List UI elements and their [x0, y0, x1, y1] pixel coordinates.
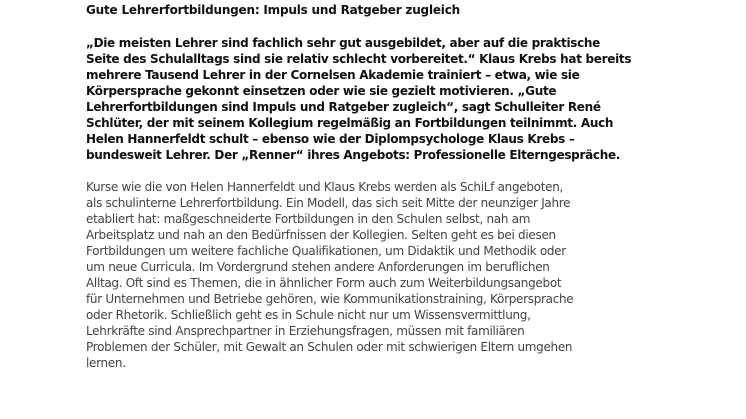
article	[86, 2, 632, 371]
article-heading: Gute Lehrerfortbildungen: Impuls und Ratgeber zugleich	[86, 3, 460, 17]
lead-line: Lehrerfortbildungen sind Impuls und Ratgeber zugleich“, sagt Schulleiter René	[86, 100, 601, 114]
body-line: lernen.	[86, 356, 126, 370]
lead-line: Seite des Schulalltags sind sie relativ schlecht vorbereitet.“ Klaus Krebs hat bereits	[86, 52, 632, 66]
lead-line: Helen Hannerfeldt schult – ebenso wie der Diplompsychologe Klaus Krebs –	[86, 132, 575, 146]
lead-line: „Die meisten Lehrer sind fachlich sehr gut ausgebildet, aber auf die praktische	[86, 36, 601, 50]
lead-line: Körpersprache gekonnt einsetzen oder wie sie gezielt motivieren. „Gute	[86, 84, 557, 98]
lead-line: mehrere Tausend Lehrer in der Cornelsen Akademie trainiert – etwa, wie sie	[86, 68, 580, 82]
body-line: oder Rhetorik. Schließlich geht es in Schule nicht nur um Wissensvermittlung,	[86, 308, 531, 322]
body-line: Fortbildungen um weitere fachliche Qualifikationen, um Didaktik und Methodik oder	[86, 244, 566, 258]
lead-paragraph	[86, 35, 632, 163]
lead-line: bundesweit Lehrer. Der „Renner“ ihres Angebots: Professionelle Elterngespräche.	[86, 148, 621, 162]
body-line: etabliert hat: maßgeschneiderte Fortbildungen in den Schulen selbst, nah am	[86, 212, 531, 226]
body-paragraph	[86, 179, 574, 371]
body-line: um neue Curricula. Im Vordergrund stehen andere Anforderungen im beruflichen	[86, 260, 550, 274]
lead-line: Schlüter, der mit seinem Kollegium regelmäßig an Fortbildungen teilnimmt. Auch	[86, 116, 614, 130]
body-line: Problemen der Schüler, mit Gewalt an Schulen oder mit schwierigen Eltern umgehen	[86, 340, 573, 354]
body-line: als schulinterne Lehrerfortbildung. Ein Modell, das sich seit Mitte der neunziger Jahre	[86, 196, 571, 210]
body-line: Lehrkräfte sind Ansprechpartner in Erziehungsfragen, müssen mit familiären	[86, 324, 525, 338]
body-line: Kurse wie die von Helen Hannerfeldt und Klaus Krebs werden als SchiLf angeboten,	[86, 180, 564, 194]
body-line: für Unternehmen und Betriebe gehören, wie Kommunikationstraining, Körpersprache	[86, 292, 574, 306]
body-line: Arbeitsplatz und nah an den Bedürfnissen der Kollegien. Selten geht es bei diesen	[86, 228, 556, 242]
body-line: Alltag. Oft sind es Themen, die in ähnlicher Form auch zum Weiterbildungsangebot	[86, 276, 562, 290]
